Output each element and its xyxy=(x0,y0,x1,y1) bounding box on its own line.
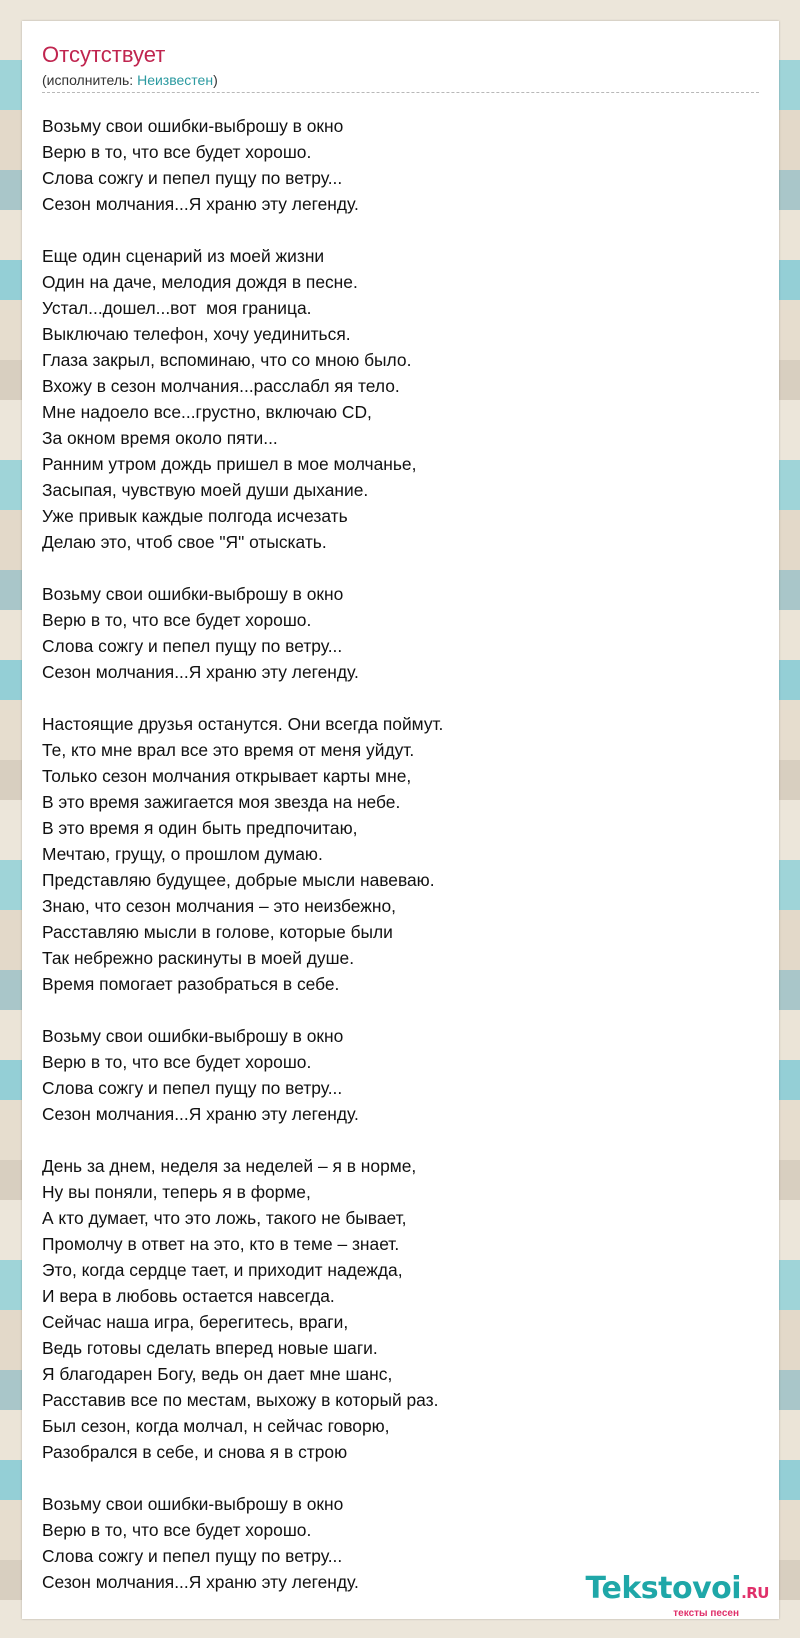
artist-line xyxy=(42,71,218,89)
lyric-line: Настоящие друзья останутся. Они всегда поймут. xyxy=(42,714,444,734)
lyric-line: Мне надоело все...грустно, включаю CD, xyxy=(42,402,372,422)
lyrics-stanza xyxy=(42,243,757,555)
lyric-line: Слова сожгу и пепел пущу по ветру... xyxy=(42,1546,343,1566)
lyric-line: Расставив все по местам, выхожу в который раз. xyxy=(42,1390,439,1410)
lyric-line: Сезон молчания...Я храню эту легенду. xyxy=(42,1104,359,1124)
lyric-line: Один на даче, мелодия дождя в песне. xyxy=(42,272,358,292)
lyric-line: Разобрался в себе, и снова я в строю xyxy=(42,1442,348,1462)
lyric-line: Возьму свои ошибки-выброшу в окно xyxy=(42,1026,344,1046)
lyric-line: Расставляю мысли в голове, которые были xyxy=(42,922,393,942)
lyric-line: В это время зажигается моя звезда на небе. xyxy=(42,792,401,812)
lyric-line: Те, кто мне врал все это время от меня уйдут. xyxy=(42,740,415,760)
lyric-line: Сезон молчания...Я храню эту легенду. xyxy=(42,1572,359,1592)
header-divider xyxy=(42,92,759,93)
lyric-line: Верю в то, что все будет хорошо. xyxy=(42,142,312,162)
artist-prefix: (исполнитель: xyxy=(42,72,138,88)
lyric-line: Мечтаю, грущу, о прошлом думаю. xyxy=(42,844,323,864)
lyric-line: Еще один сценарий из моей жизни xyxy=(42,246,325,266)
lyric-line: А кто думает, что это ложь, такого не бывает, xyxy=(42,1208,407,1228)
lyric-line: Сезон молчания...Я храню эту легенду. xyxy=(42,662,359,682)
lyric-line: Сейчас наша игра, берегитесь, враги, xyxy=(42,1312,349,1332)
logo-wordmark xyxy=(585,1571,769,1608)
lyric-line: Слова сожгу и пепел пущу по ветру... xyxy=(42,636,343,656)
lyric-line: Знаю, что сезон молчания – это неизбежно, xyxy=(42,896,397,916)
lyric-line: Представляю будущее, добрые мысли навеваю. xyxy=(42,870,435,890)
lyric-line: Ранним утром дождь пришел в мое молчанье, xyxy=(42,454,417,474)
lyric-line: За окном время около пяти... xyxy=(42,428,278,448)
logo-name: Tekstovoi xyxy=(585,1571,742,1606)
lyrics-page xyxy=(22,21,779,1619)
site-logo[interactable] xyxy=(585,1571,769,1619)
lyric-line: Ну вы поняли, теперь я в форме, xyxy=(42,1182,311,1202)
lyric-line: Ведь готовы сделать вперед новые шаги. xyxy=(42,1338,378,1358)
lyric-line: Сезон молчания...Я храню эту легенду. xyxy=(42,194,359,214)
lyrics-stanza xyxy=(42,581,757,685)
lyric-line: Глаза закрыл, вспоминаю, что со мною было. xyxy=(42,350,412,370)
lyric-line: Только сезон молчания открывает карты мне, xyxy=(42,766,412,786)
logo-tagline: тексты песен xyxy=(673,1608,739,1619)
lyrics-stanza xyxy=(42,711,757,997)
lyric-line: Возьму свои ошибки-выброшу в окно xyxy=(42,1494,344,1514)
lyric-line: Выключаю телефон, хочу уединиться. xyxy=(42,324,351,344)
lyric-line: Устал...дошел...вот моя граница. xyxy=(42,298,312,318)
lyric-line: Я благодарен Богу, ведь он дает мне шанс, xyxy=(42,1364,393,1384)
lyric-line: Время помогает разобраться в себе. xyxy=(42,974,340,994)
lyric-line: Это, когда сердце тает, и приходит надежда, xyxy=(42,1260,403,1280)
lyric-line: День за днем, неделя за неделей – я в норме, xyxy=(42,1156,417,1176)
lyric-line: Был сезон, когда молчал, н сейчас говорю, xyxy=(42,1416,390,1436)
lyric-line: Уже привык каждые полгода исчезать xyxy=(42,506,348,526)
lyric-line: Вхожу в сезон молчания...расслабл яя тело. xyxy=(42,376,400,396)
lyrics-stanza xyxy=(42,1153,757,1465)
lyric-line: Верю в то, что все будет хорошо. xyxy=(42,1520,312,1540)
lyric-line: И вера в любовь остается навсегда. xyxy=(42,1286,335,1306)
lyric-line: Верю в то, что все будет хорошо. xyxy=(42,610,312,630)
lyric-line: Так небрежно раскинуты в моей душе. xyxy=(42,948,355,968)
lyric-line: Промолчу в ответ на это, кто в теме – знает. xyxy=(42,1234,400,1254)
lyrics-body xyxy=(42,113,757,1621)
lyric-line: В это время я один быть предпочитаю, xyxy=(42,818,358,838)
song-title: Отсутствует xyxy=(42,42,166,67)
artist-suffix: ) xyxy=(213,72,218,88)
lyric-line: Возьму свои ошибки-выброшу в окно xyxy=(42,584,344,604)
lyric-line: Возьму свои ошибки-выброшу в окно xyxy=(42,116,344,136)
lyric-line: Верю в то, что все будет хорошо. xyxy=(42,1052,312,1072)
lyric-line: Слова сожгу и пепел пущу по ветру... xyxy=(42,168,343,188)
logo-suffix: .RU xyxy=(741,1584,769,1602)
artist-link[interactable]: Неизвестен xyxy=(137,72,214,88)
lyrics-stanza xyxy=(42,1023,757,1127)
lyrics-stanza xyxy=(42,113,757,217)
lyric-line: Делаю это, чтоб свое "Я" отыскать. xyxy=(42,532,327,552)
lyric-line: Слова сожгу и пепел пущу по ветру... xyxy=(42,1078,343,1098)
lyric-line: Засыпая, чувствую моей души дыхание. xyxy=(42,480,369,500)
